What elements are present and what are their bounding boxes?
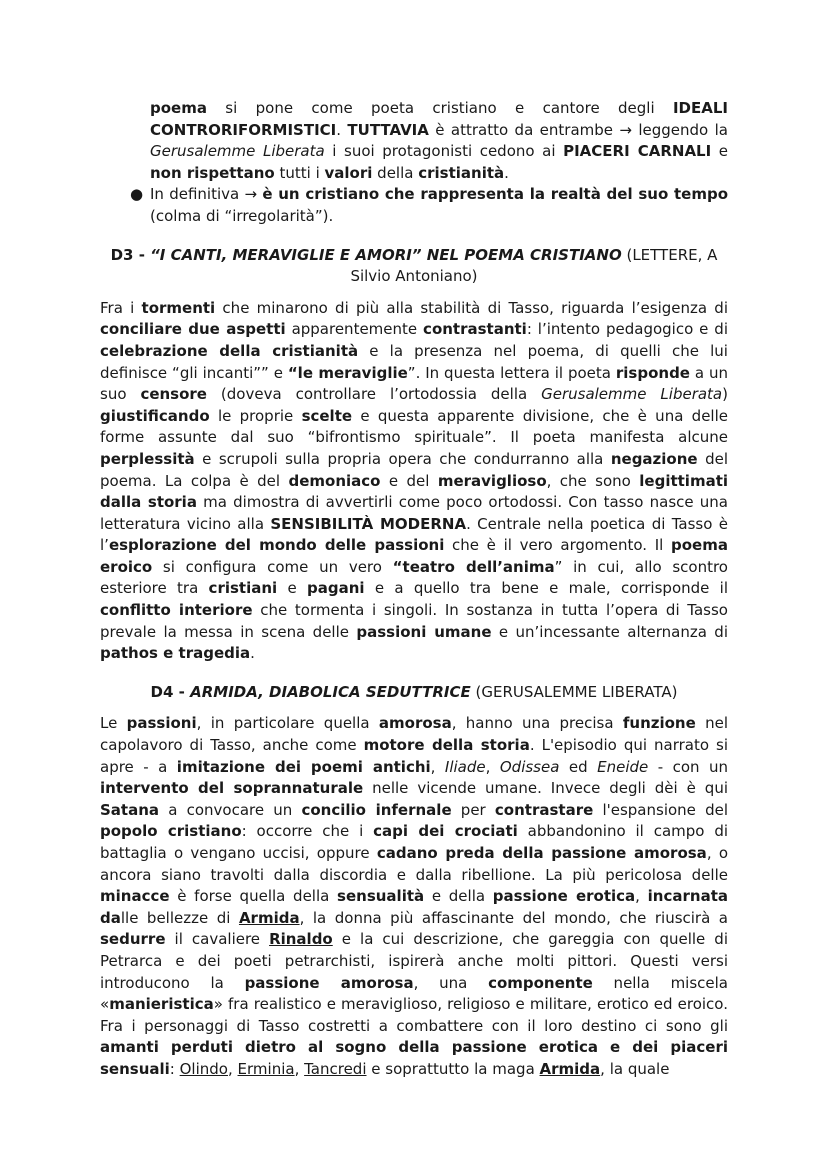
text: è forse quella della xyxy=(169,887,338,906)
text-bold: cadano preda della passione amorosa xyxy=(376,844,707,862)
text: abbandonino il campo di battaglia o vengano uccisi, oppure xyxy=(100,822,729,862)
text: e xyxy=(277,579,307,598)
text: tutti i xyxy=(274,163,325,182)
text: è attratto da entrambe → leggendo la xyxy=(428,120,728,139)
text-underline: Olindo xyxy=(179,1059,228,1078)
text: si configura come un vero xyxy=(152,557,393,576)
text: ed xyxy=(559,757,598,776)
text: , che sono xyxy=(546,471,640,490)
text: l'espansione del xyxy=(593,800,728,819)
text: e scrupoli sulla propria opera che condurranno alla xyxy=(194,449,611,468)
text-bold: sedurre xyxy=(100,930,166,949)
text: ”. In questa lettera il poeta xyxy=(407,363,616,382)
text: nel capolavoro di Tasso, anche come xyxy=(100,714,729,755)
section-title: ARMIDA, DIABOLICA SEDUTTRICE xyxy=(190,682,471,701)
text: che minarono di più alla stabilità di Tasso, riguarda l’esigenza di xyxy=(215,298,728,317)
text-bold: passione amorosa xyxy=(244,973,414,992)
text-bold: sensualità xyxy=(337,887,425,906)
text-bold: TUTTAVIA xyxy=(347,120,429,139)
text-bold: celebrazione della cristianità xyxy=(100,341,359,360)
section-code: D4 - xyxy=(150,682,191,701)
text-bold: componente xyxy=(488,973,593,992)
section-heading-d4 xyxy=(100,682,728,704)
text: e questa apparente divisione, che è una delle forme assunte dal suo “bifrontismo spirituale”. Il poeta manifesta alcune xyxy=(100,406,728,447)
text: , hanno una precisa xyxy=(451,714,623,733)
text-bold: manieristica xyxy=(109,995,214,1014)
text-bold: funzione xyxy=(622,714,696,733)
text: i suoi protagonisti cedono ai xyxy=(324,142,564,161)
text: e la cui descrizione, che gareggia con quelle di Petrarca e dei poeti petrarchisti, ispirerà anche molti pittori. Questi versi introducono la xyxy=(100,930,728,992)
text-bold: cristianità xyxy=(418,163,505,182)
text-bold: passioni umane xyxy=(356,622,492,641)
paragraph-d3 xyxy=(100,298,728,665)
text: (colma di “irregolarità”). xyxy=(150,206,334,225)
text: - con un xyxy=(648,757,729,776)
text: , una xyxy=(413,973,489,992)
text: il cavaliere xyxy=(165,930,270,949)
list-item xyxy=(130,184,729,227)
text: . xyxy=(250,644,255,663)
text-bold: passione erotica xyxy=(492,887,636,906)
text-underline: Erminia xyxy=(237,1059,295,1078)
text-italic: Iliade xyxy=(444,757,486,776)
text: che tormenta i singoli. In sostanza in tutta l’opera di Tasso prevale la messa in scena delle xyxy=(100,601,728,641)
text: » fra realistico e meraviglioso, religioso e militare, erotico ed eroico. Fra i personaggi di Tasso costretti a combattere con il loro destino ci sono gli xyxy=(100,995,728,1035)
text: : l’intento pedagogico e di xyxy=(526,320,728,339)
text-bold: amorosa xyxy=(378,714,452,733)
text: e un’incessante alternanza di xyxy=(491,622,728,641)
text: apparentemente xyxy=(285,320,424,339)
text-bold: conciliare due aspetti xyxy=(100,320,286,339)
text-bold: perplessità xyxy=(100,449,195,468)
section-code: D3 - xyxy=(110,245,151,264)
text: (doveva controllare l’ortodossia della xyxy=(207,385,542,404)
section-source: (GERUSALEMME LIBERATA) xyxy=(470,682,678,701)
text-bold: minacce xyxy=(100,887,170,906)
bullet-dot-icon: ● xyxy=(130,185,144,204)
text-bold: contrastare xyxy=(494,800,594,819)
text-underline: Tancredi xyxy=(304,1059,367,1078)
text-bold-underline: Rinaldo xyxy=(269,930,333,949)
text-bold: cristiani xyxy=(208,579,278,598)
text: le proprie xyxy=(209,406,302,425)
text-bold: PIACERI CARNALI xyxy=(563,142,712,161)
text: nella miscela « xyxy=(100,973,728,1014)
text-bold: passioni xyxy=(126,714,197,733)
text-bold: popolo cristiano xyxy=(100,822,242,841)
text: , xyxy=(635,887,648,906)
text-bold: “teatro dell’anima xyxy=(392,557,555,576)
text: ” in cui, allo scontro esteriore tra xyxy=(100,557,728,598)
text: In definitiva → xyxy=(150,185,263,204)
text: del poema. La colpa è del xyxy=(100,449,728,490)
text: . L'episodio qui narrato si apre - a xyxy=(100,736,728,776)
text: si pone come poeta cristiano e cantore degli xyxy=(206,99,673,117)
section-title: “I CANTI, MERAVIGLIE E AMORI” NEL POEMA CRISTIANO xyxy=(150,245,622,264)
text: e a quello tra bene e male, corrisponde il xyxy=(364,579,728,598)
text: e del xyxy=(380,471,438,490)
text-bold: pathos e tragedia xyxy=(100,644,251,663)
text: e della xyxy=(424,887,493,906)
text-bold: tormenti xyxy=(141,298,216,317)
text-bold: risponde xyxy=(615,363,690,382)
text: : xyxy=(169,1059,180,1078)
bullet-list xyxy=(100,98,728,228)
text: lle bellezze di xyxy=(120,908,239,927)
text-bold: IDEALI CONTRORIFORMISTICI xyxy=(150,99,728,139)
paragraph-d4 xyxy=(100,713,728,1080)
text-bold: SENSIBILITÀ MODERNA xyxy=(270,514,467,533)
text-bold: Satana xyxy=(100,800,160,819)
text: e xyxy=(711,142,729,161)
text: ma dimostra di avvertirli come poco ortodossi. Con tasso nasce una letteratura vicino alla xyxy=(100,493,728,533)
text-bold: esplorazione del mondo delle passioni xyxy=(108,536,445,555)
text-italic: Odissea xyxy=(499,757,560,776)
text: , o ancora siano travolti dalla discordia e dalla ribellione. La più pericolosa delle xyxy=(100,844,729,884)
text: e soprattutto la maga xyxy=(366,1059,540,1078)
text-bold: intervento del soprannaturale xyxy=(100,779,364,798)
text-bold: meraviglioso xyxy=(437,471,547,490)
text-bold: amanti perduti dietro al sogno della passione erotica e dei piaceri sensuali xyxy=(100,1038,728,1078)
text: che è il vero argomento. Il xyxy=(444,536,672,555)
text: Fra i xyxy=(100,298,142,317)
text-italic: Gerusalemme Liberata xyxy=(150,142,325,161)
section-heading-d3 xyxy=(100,245,728,288)
text: , la quale xyxy=(600,1059,670,1078)
text: . Centrale nella poetica di Tasso è l’ xyxy=(100,514,728,555)
text: , xyxy=(227,1059,238,1078)
text: . xyxy=(336,120,348,139)
text: per xyxy=(451,800,495,819)
text-bold: incarnata da xyxy=(100,887,728,927)
text-bold: contrastanti xyxy=(423,320,527,339)
text: e la presenza nel poema, di quelli che lui definisce “gli incanti”” e xyxy=(100,341,728,382)
text: della xyxy=(372,163,419,182)
text-bold: negazione xyxy=(610,449,698,468)
text-italic: Gerusalemme Liberata xyxy=(541,385,723,404)
text-bold: motore della storia xyxy=(363,736,530,755)
text-bold-underline: Armida xyxy=(238,908,300,927)
text-bold: valori xyxy=(324,163,373,182)
text-bold: concilio infernale xyxy=(301,800,452,819)
text: nelle vicende umane. Invece degli dèi è qui xyxy=(363,779,728,798)
text-bold-underline: Armida xyxy=(539,1059,601,1078)
text: ) xyxy=(722,385,728,404)
text-bold: pagani xyxy=(306,579,365,598)
list-item xyxy=(150,98,728,184)
text-bold: capi dei crociati xyxy=(373,822,518,841)
text: a un suo xyxy=(100,363,728,404)
text: , xyxy=(485,757,500,776)
text-bold: poema xyxy=(150,99,207,117)
text-bold: imitazione dei poemi antichi xyxy=(176,757,431,776)
text: . xyxy=(504,163,509,182)
text-bold: è un cristiano che rappresenta la realtà del suo tempo xyxy=(262,185,729,204)
text-bold: giustificando xyxy=(100,406,210,425)
text-bold: poema eroico xyxy=(100,536,728,576)
text: , xyxy=(294,1059,305,1078)
text: Le xyxy=(100,714,127,733)
text-bold: “le meraviglie xyxy=(287,363,408,382)
text: , la donna più affascinante del mondo, che riuscirà a xyxy=(299,908,728,927)
section-source: (LETTERE, A Silvio Antoniano) xyxy=(350,245,718,286)
text: : occorre che i xyxy=(241,822,374,841)
text-bold: scelte xyxy=(301,406,353,425)
text: a convocare un xyxy=(159,800,302,819)
text-bold: demoniaco xyxy=(288,471,381,490)
text-bold: censore xyxy=(140,385,207,404)
text: , xyxy=(430,757,445,776)
text-bold: conflitto interiore xyxy=(100,601,253,620)
text-italic: Eneide xyxy=(597,757,649,776)
text: , in particolare quella xyxy=(196,714,379,733)
text-bold: non rispettano xyxy=(150,163,275,182)
text-bold: legittimati dalla storia xyxy=(100,471,729,512)
